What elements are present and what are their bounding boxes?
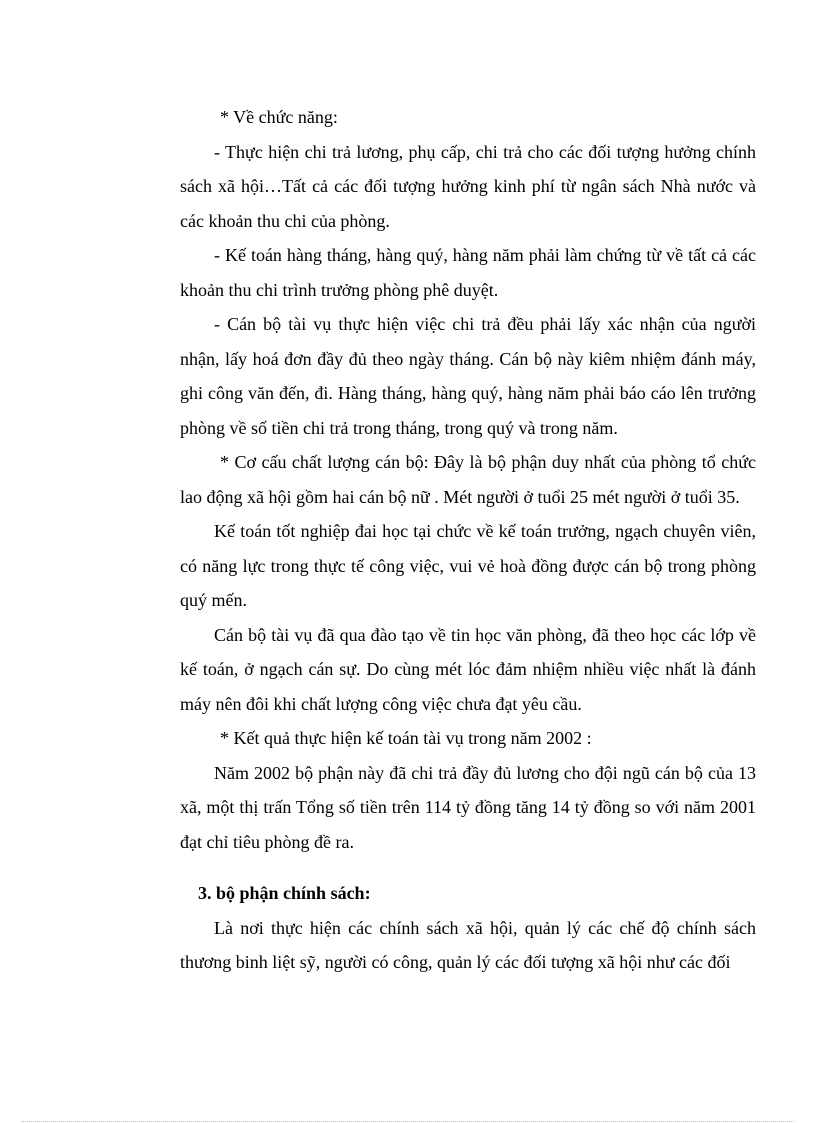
paragraph-staff-structure: * Cơ cấu chất lượng cán bộ: Đây là bộ phận duy nhất của phòng tổ chức lao động xã hội gồm hai cán bộ nữ . Mét người ở tuổi 25 mét người ở tuổi 35. bbox=[180, 452, 756, 507]
paragraph-accounting-vouchers: - Kế toán hàng tháng, hàng quý, hàng năm phải làm chứng từ về tất cả các khoản thu chi trình trưởng phòng phê duyệt. bbox=[180, 245, 756, 300]
section-functions-heading: * Về chức năng: bbox=[220, 107, 338, 127]
section-heading-policy-department: 3. bộ phận chính sách: bbox=[198, 883, 371, 903]
paragraph-results-2002: Năm 2002 bộ phận này đã chi trả đầy đủ lương cho đội ngũ cán bộ của 13 xã, một thị trấn Tổng số tiền trên 114 tỷ đồng tăng 14 tỷ đồng so với năm 2001 đạt chỉ tiêu phòng đề ra. bbox=[180, 762, 756, 852]
paragraph-finance-officer-profile: Cán bộ tài vụ đã qua đào tạo về tin học văn phòng, đã theo học các lớp về kế toán, ở ngạch cán sự. Do cùng mét lóc đảm nhiệm nhiều việc nhất là đánh máy nên đôi khi chất lượng công việc chưa đạt yêu cầu. bbox=[180, 624, 756, 714]
paragraph-policy-department: Là nơi thực hiện các chính sách xã hội, quản lý các chế độ chính sách thương binh liệt sỹ, người có công, quản lý các đối tượng xã hội như các đối bbox=[180, 917, 756, 972]
section-results-heading: * Kết quả thực hiện kế toán tài vụ trong năm 2002 : bbox=[220, 728, 592, 748]
page-bottom-divider bbox=[22, 1121, 794, 1122]
paragraph-finance-officer-duties: - Cán bộ tài vụ thực hiện việc chi trả đều phải lấy xác nhận của người nhận, lấy hoá đơn đầy đủ theo ngày tháng. Cán bộ này kiêm nhiệm đánh máy, ghi công văn đến, đi. Hàng tháng, hàng quý, hàng năm phải báo cáo lên trưởng phòng về số tiền chi trả trong tháng, trong quý và trong năm. bbox=[180, 314, 756, 438]
document-body bbox=[180, 100, 756, 980]
paragraph-accountant-profile: Kế toán tốt nghiệp đai học tại chức về kế toán trưởng, ngạch chuyên viên, có năng lực trong thực tế công việc, vui vẻ hoà đồng được cán bộ trong phòng quý mến. bbox=[180, 521, 756, 610]
paragraph-salary-payment: - Thực hiện chi trả lương, phụ cấp, chi trả cho các đối tượng hưởng chính sách xã hội…Tất cả các đối tượng hưởng kinh phí từ ngân sách Nhà nước và các khoản thu chi của phòng. bbox=[180, 141, 756, 231]
